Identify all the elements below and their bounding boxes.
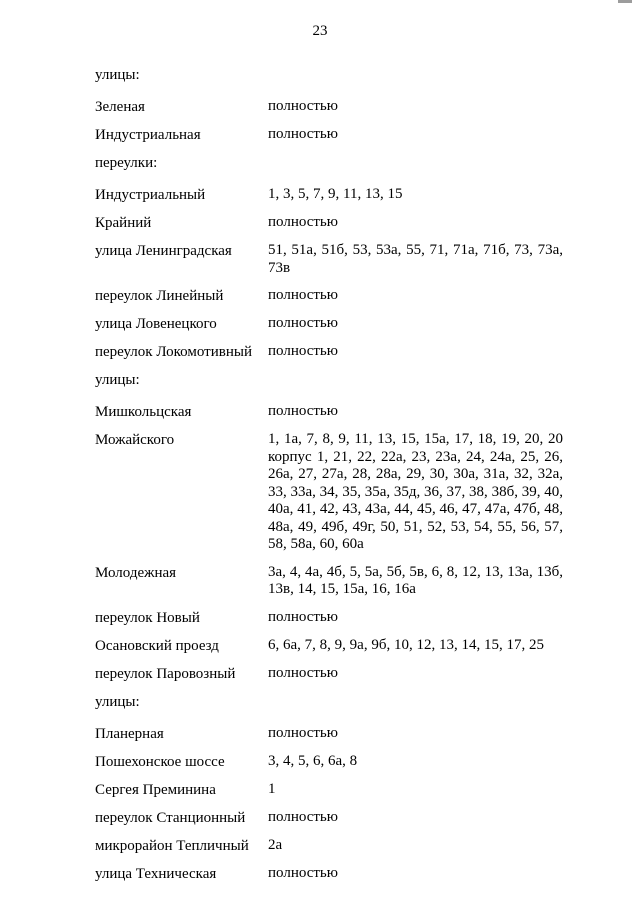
street-row	[95, 637, 563, 655]
house-numbers: 6, 6а, 7, 8, 9, 9а, 9б, 10, 12, 13, 14, 15, 17, 25	[268, 636, 544, 653]
street-name: переулок Линейный	[95, 288, 224, 304]
house-numbers: 1, 3, 5, 7, 9, 11, 13, 15	[268, 186, 403, 202]
house-numbers: полностью	[268, 808, 338, 825]
scan-artifact-mark	[618, 0, 632, 3]
street-row	[95, 781, 563, 799]
house-numbers: 1, 1а, 7, 8, 9, 11, 13, 15, 15а, 17, 18, 19, 20, 20 корпус 1, 21, 22, 22а, 23, 23а, 24, 24а, 25, 26, 26а, 27, 27а, 28, 28а, 29, 30, 30а, 31а, 32, 32а, 33, 33а, 34, 35, 35а, 35д, 36, 37, 38, 38б, 39, 40, 40а, 41, 42, 43, 43а, 44, 45, 46, 47, 47а, 47б, 48, 48а, 49, 49б, 49г, 50, 51, 52, 53, 54, 55, 56, 57, 58, 58а, 60, 60а	[268, 431, 563, 552]
street-row	[95, 287, 563, 305]
street-row	[95, 343, 563, 361]
street-name: улица Техническая	[95, 865, 217, 882]
street-row	[95, 725, 563, 743]
house-numbers: полностью	[268, 864, 338, 881]
street-row	[95, 609, 563, 627]
group-heading-row	[95, 66, 563, 88]
group-heading-row	[95, 693, 563, 715]
street-name: Индустриальный	[95, 187, 206, 203]
street-row	[95, 809, 563, 827]
house-numbers: полностью	[268, 287, 338, 303]
group-heading-row	[95, 154, 563, 176]
house-numbers: полностью	[268, 403, 338, 419]
house-numbers: полностью	[268, 315, 338, 331]
street-row	[95, 837, 563, 855]
house-numbers: 3, 4, 5, 6, 6а, 8	[268, 752, 358, 769]
house-numbers: 3а, 4, 4а, 4б, 5, 5а, 5б, 5в, 6, 8, 12, 13, 13а, 13б, 13в, 14, 15, 15а, 16, 16а	[268, 563, 563, 597]
street-name: Крайний	[95, 215, 152, 231]
street-row	[95, 564, 563, 599]
street-name: переулок Локомотивный	[95, 344, 252, 360]
house-numbers	[268, 371, 563, 393]
street-name: Осановский проезд	[95, 637, 219, 654]
street-row	[95, 665, 563, 683]
street-row	[95, 242, 563, 277]
house-numbers: полностью	[268, 664, 338, 681]
street-list	[95, 66, 563, 893]
group-heading-row	[95, 371, 563, 393]
street-name: Пошехонское шоссе	[95, 753, 225, 770]
group-heading: улицы:	[95, 372, 140, 388]
street-name: улица Ленинградская	[95, 243, 232, 259]
house-numbers: 2а	[268, 836, 283, 853]
street-row	[95, 865, 563, 883]
house-numbers: полностью	[268, 608, 338, 625]
house-numbers: 1	[268, 780, 276, 797]
street-name: Индустриальная	[95, 127, 201, 143]
street-row	[95, 214, 563, 232]
house-numbers: полностью	[268, 214, 338, 230]
street-name: переулок Паровозный	[95, 665, 236, 682]
house-numbers: полностью	[268, 126, 338, 142]
group-heading: улицы:	[95, 693, 140, 710]
street-row	[95, 315, 563, 333]
street-name: Мишкольцская	[95, 404, 192, 420]
house-numbers: полностью	[268, 98, 338, 114]
street-name: Сергея Преминина	[95, 781, 216, 798]
house-numbers	[268, 154, 563, 176]
page-number: 23	[312, 23, 328, 39]
street-row	[95, 403, 563, 421]
street-row	[95, 431, 563, 554]
group-heading: переулки:	[95, 155, 158, 171]
street-name: переулок Новый	[95, 609, 200, 626]
street-name: Можайского	[95, 432, 175, 448]
street-row	[95, 126, 563, 144]
house-numbers: полностью	[268, 343, 338, 359]
house-numbers	[268, 66, 563, 88]
street-row	[95, 98, 563, 116]
house-numbers: 51, 51а, 51б, 53, 53а, 55, 71, 71а, 71б, 73, 73а, 73в	[268, 242, 563, 276]
street-name: Зеленая	[95, 99, 145, 115]
street-row	[95, 753, 563, 771]
street-row	[95, 186, 563, 204]
house-numbers	[268, 693, 563, 715]
street-name: микрорайон Тепличный	[95, 837, 249, 854]
street-name: Планерная	[95, 725, 164, 742]
street-name: улица Ловенецкого	[95, 316, 217, 332]
house-numbers: полностью	[268, 724, 338, 741]
street-name: переулок Станционный	[95, 809, 246, 826]
street-name: Молодежная	[95, 564, 177, 581]
group-heading: улицы:	[95, 67, 140, 83]
